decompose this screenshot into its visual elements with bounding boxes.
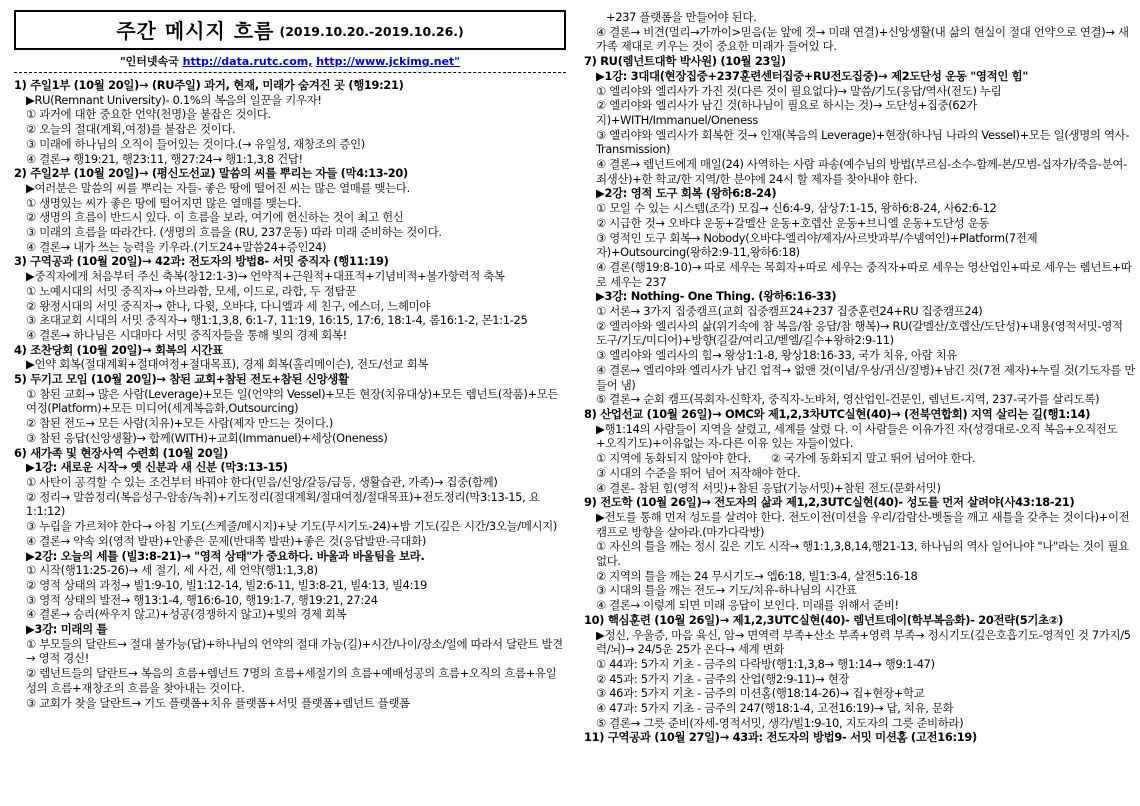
content-line: ③ 시대의 수준을 뛰어 넘어 저작해야 한다. (596, 465, 801, 480)
right-column (584, 10, 1136, 802)
content-line: ③ 영적인 도구 회복→ Nobody(오바댜-엘리야/제자/사르밧과부/수넴여인)+Platform(7전제자)+Outsourcing(왕하2:9-11,왕하6:18) (596, 230, 1038, 260)
content-line: ④ 결론→ 렘넌트에게 매일(24) 사역하는 사람 파송(예수님의 방법(부르심-소수-함께-본/모범-십자가/죽음-분여-죄생산)+한 학교/한 지역/한 분야에 24시 할 제자를 찾아내야 한다. (596, 157, 1127, 186)
content-line: ⑤ 결론→ 순회 캠프(목회자-신학자, 중직자-노바쳐, 영산업인-건문인, 렘넌트-지역, 237-국가를 살리도록) (596, 392, 1100, 407)
content-line: ④ 결론→ 하나님은 시대마다 서밋 중직자들을 통해 빛의 경제 회복! (26, 327, 347, 342)
content-line: ① 지역에 동화되지 않아야 한다. ② 국가에 동화되지 말고 뛰어 넘어야 한다. (596, 451, 976, 466)
content-line: ① 생명있는 씨가 좋은 땅에 떨어지면 많은 열매를 맺는다. (26, 195, 302, 210)
two-column-layout (14, 10, 1136, 802)
content-line: ▶정신, 우울증, 마음 육신, 암→ 면역력 부족+산소 부족+영력 부족→ 정시기도(깊은호흡기도-영적인 것 7가지/5력/뇌)→ 24/5운 25가 온다→ 세계 변화 (596, 627, 1131, 657)
content-line: ② 정리→ 말씀정리(복음성구-암송/녹취)+기도정리(절대계획/절대여정/절대목표)+전도정리(막3:13-15, 요1:1:12) (26, 489, 540, 519)
document-header (14, 10, 566, 50)
content-line: ① 참된 교회→ 많은 사람(Leverage)+모든 일(언약의 Vessel)+모든 현장(치유대상)+모든 렘넌트(작품)+모든 여정(Platform)+모든 미디어(세계복음화,Outsourcing) (26, 386, 562, 416)
section-heading: ▶3강: 미래의 틀 (26, 622, 108, 637)
section-heading: 1) 주일1부 (10월 20일)→ (RU주일) 과거, 현재, 미래가 숨겨진 곳 (행19:21) (14, 78, 404, 92)
content-line: ② 엘리야와 엘리사의 삶(위기속에 참 복음/참 응답/참 행복)→ RU(갈멜산/호렙산/도단성)+내용(영적서밋-영적 도구/기도/미디어)+방향(길갈/여리고/벧엘/길수+왕하2:9-11) (596, 318, 1127, 348)
content-line: ▶전도를 통해 먼저 성도를 살려야 한다. 전도이전(미션을 우리/감람산-벳돌을 깨고 새틀을 갖추는 것이다)+이전캠프로 방향을 살아라.(마가다락방) (596, 509, 1130, 539)
header-links (14, 53, 566, 69)
content-line: ③ 46과: 5가지 기초 - 금주의 미션홈(행18:14-26)→ 집+현장+학교 (596, 686, 925, 701)
date-range: (2019.10.20.-2019.10.26.) (279, 24, 464, 39)
content-line: ① 44과: 5가지 기초 - 금주의 다락방(행1:1,3,8→ 행1:14→ 행9:1-47) (596, 656, 935, 671)
section-heading: ▶3강: Nothing- One Thing. (왕하6:16-33) (596, 289, 837, 304)
content-line: ③ 시대의 틀을 깨는 전도→ 기도/치유-하나님의 시간표 (596, 583, 857, 598)
content-line: ③ 교회가 찾을 달란트→ 기도 플랫폼+치유 플랫폼+서밋 플랫폼+렘넌트 플랫폼 (26, 695, 410, 710)
content-line: ① 모일 수 있는 시스템(조각) 모집→ 신6:4-9, 삼상7:1-15, 왕하6:8-24, 사62:6-12 (596, 201, 997, 216)
content-line: ① 서론→ 3가지 집중캠프(교회 집중캠프24+237 집중훈련24+RU 집중캠프24) (596, 304, 983, 319)
content-line: ▶언약 회복(절대계획+절대여정+절대목표), 경제 회복(홀리메이슨), 전도/선교 회복 (26, 357, 429, 372)
content-line: ④ 결론→ 비견(멀리→가까이>믿음(눈 앞에 것→ 미래 연결)+신앙생활(내 삶의 현실이 절대 언약으로 연결)→ 새가족 제대로 키우는 것이 중요한 미래가 들어있 다. (596, 24, 1129, 54)
content-line: ④ 47과: 5가지 기초 - 금주의 247(행18:1-4, 고전16:19)→ 답, 치유, 문화 (596, 701, 954, 716)
left-content-body (14, 78, 566, 710)
section-heading: 7) RU(렘넌트대학 박사원) (10월 23일) (584, 54, 786, 69)
internet-label: "인터넷속국 (119, 55, 179, 68)
content-line: ④ 결론→ 약속 외(영적 발판)+안좋은 문제(반대쪽 발판)+좋은 것(응답발판-극대화) (26, 533, 426, 548)
content-line: ② 45과: 5가지 기초 - 금주의 산업(행2:9-11)→ 현장 (596, 671, 850, 686)
content-line: ④ 결론→ 엘리야와 엘리사가 남긴 업적→ 없앤 것(이념/우상/귀신/질병)+남긴 것(7전 제자)+누릴 것(기도자를 만들어 냄) (596, 362, 1136, 392)
content-line: ③ 엘리야와 엘리사의 힘→ 왕상1:1-8, 왕상18:16-33, 국가 치유, 아람 치유 (596, 348, 957, 363)
content-line: +237 플랫폼을 만들어야 된다. (606, 10, 757, 24)
section-heading: 8) 산업선교 (10월 26일)→ OMC와 제1,2,3차UTC실현(40)→ (전북연합회) 지역 살리는 길(행1:14) (584, 406, 1091, 421)
content-line: ① 과거에 대한 중요한 언약(천명)을 붙잡은 것이다. (26, 107, 271, 122)
content-line: ② 엘리야와 엘리사가 남긴 것(하나님이 필요로 하시는 것)→ 도단성+집중(62가지)+WITH/Immanuel/Oneness (596, 98, 977, 127)
content-line: ② 생명의 흐름이 반드시 있다. 이 흐름을 보라, 여기에 헌신하는 것이 최고 헌신 (26, 210, 404, 225)
content-line: ① 엘리야와 엘리사가 가진 것(다른 것이 필요없다)→ 말씀/기도(응답/역사(전도) 누림 (596, 83, 1002, 98)
content-line: ▶여러분은 말씀의 씨를 뿌리는 자들- 좋은 땅에 떨어진 씨는 많은 열매를 맺는다. (26, 180, 410, 195)
content-line: ③ 미래의 흐름을 따라간다. (생명의 흐름을 (RU, 237운동) 따라 미래 준비하는 것이다. (26, 225, 442, 240)
content-line: ③ 누림을 가르쳐야 한다→ 아침 기도(스케줄/메시지)+낮 기도(무시기도-24)+밤 기도(깊은 시간/3오늘/메시지) (26, 519, 558, 534)
section-heading: ▶2강: 오늘의 세틀 (빌3:8-21)→ "영적 상태"가 중요하다. 바울과 바울팀을 보라. (26, 548, 425, 563)
content-line: ① 사탄이 공격할 수 있는 조건부터 바꿔야 한다(믿음/신앙/갈등/급등, 생활습관, 가족)→ 집중(함께) (26, 474, 498, 489)
content-line: ② 영적 상태의 과정→ 빌1:9-10, 빌1:12-14, 빌2:6-11, 빌3:8-21, 빌4:13, 빌4:19 (26, 577, 428, 592)
section-heading: ▶2강: 영적 도구 회복 (왕하6:8-24) (596, 186, 777, 201)
section-heading: ▶1강: 3대대(현장집중+237훈련센터집중+RU전도집중)→ 제2도단성 운동 "영적인 힘" (596, 68, 1029, 83)
content-line: ③ 참된 응답(신앙생활)→ 합께(WITH)+교회(Immanuel)+세상(Oneness) (26, 430, 388, 445)
content-line: ② 오늘의 절대(계획,여정)를 붙잡은 것이다. (26, 122, 236, 137)
content-line: ③ 미래에 하나님의 오직이 들어있는 것이다.(→ 유일성, 재창조의 증인) (26, 136, 365, 151)
content-line: ② 지역의 틀을 깨는 24 무시기도→ 엡6:18, 빌1:3-4, 살전5:16-18 (596, 568, 918, 583)
section-heading: 5) 두기고 모임 (10월 20일)→ 참된 교회+참된 전도+참된 신앙생활 (14, 372, 349, 387)
section-heading: ▶1강: 새로운 시작→ 옛 신분과 새 신분 (막3:13-15) (26, 460, 288, 475)
section-heading: 6) 새가족 및 현장사역 수련회 (10월 20일) (14, 445, 228, 460)
content-line: ① 노예시대의 서밋 중직자→ 아브라함, 모세, 이드로, 라합, 두 정탐꾼 (26, 283, 356, 298)
content-line: ④ 결론→ 승리(싸우지 않고)+성공(경쟁하지 않고)+빛의 경제 회복 (26, 607, 347, 622)
section-heading: 11) 구역공과 (10월 27일)→ 43과: 전도자의 방법9- 서밋 미션홈 (고전16:19) (584, 730, 977, 745)
right-content-body (584, 10, 1136, 745)
content-line: ② 왕정시대의 서밋 중직자→ 한나, 다윗, 오바댜, 다니엘과 세 친구, 에스더, 느헤미야 (26, 298, 431, 313)
content-line: ④ 결론→ 행19:21, 행23:11, 행27:24→ 행1:1,3,8 건답! (26, 151, 303, 166)
section-heading: 3) 구역공과 (10월 20일)→ 42과: 전도자의 방법8- 서밋 중직자 (행11:19) (14, 254, 389, 269)
section-heading: 10) 핵심훈련 (10월 26일)→ 제1,2,3UTC실현(40)- 렘넌트데이(학부복음화)- 20전략(5기초②) (584, 612, 1064, 627)
content-line: ② 시급한 것→ 오바댜 운동+갈멜산 운동+호렙산 운동+브니엘 운동+도단성 운동 (596, 215, 990, 230)
content-line: ③ 영적 상태의 발전→ 행13:1-4, 행16:6-10, 행19:1-7, 행19:21, 27:24 (26, 592, 378, 607)
content-line: ① 자신의 틀을 깨는 정시 깊은 기도 시작→ 행1:1,3,8,14,행21-13, 하나님의 역사 일어나야 "나"라는 것이 필요 없다. (596, 539, 1133, 569)
content-line: ④ 결론- 참된 힘(영적 서밋)+참된 응답(기능서밋)+참된 전도(문화서밋) (596, 480, 941, 495)
section-heading: 4) 조찬당회 (10월 20일)→ 회복의 시간표 (14, 342, 223, 357)
content-line: ④ 결론(행19:8-10)→ 따로 세우는 목회자+따로 세우는 중직자+따로 세우는 영산업인+따로 세우는 렘넌트+따로 세우는 237 (596, 259, 1132, 289)
jckimg-link[interactable]: http://www.jckimg.net" (316, 55, 461, 68)
data-rutc-link[interactable]: http://data.rutc.com, (182, 55, 313, 68)
content-line: ③ 엘리야와 엘리사가 회복한 것→ 인재(복음의 Leverage)+현장(하나님 나라의 Vessel)+모든 일(생명의 역사-Transmission) (596, 127, 1130, 157)
content-line: ② 참된 전도→ 모든 사람(치유)+모든 사람(제자 만드는 것이다.) (26, 416, 334, 431)
content-line: ▶중직자에게 처음부터 주신 축복(창12:1-3)→ 언약적+근원적+대표적+기념비적+불가항력적 축복 (26, 269, 505, 284)
content-line: ④ 결론→ 내가 쓰는 능력을 키우라.(기도24+말씀24+증인24) (26, 239, 327, 254)
content-line: ③ 초대교회 시대의 서밋 중직자→ 행1:1,3,8, 6:1-7, 11:19, 16:15, 17:6, 18:1-4, 롬16:1-2, 몬1:1-25 (26, 313, 528, 328)
page-title: 주간 메시지 흐름 (116, 19, 275, 43)
content-line: ▶RU(Remnant University)- 0.1%의 복음의 일꾼을 키우자! (26, 92, 322, 107)
content-line: ① 시작(행11:25-26)→ 세 절기, 세 사건, 세 언약(행1:1,3,8) (26, 563, 318, 578)
section-heading: 9) 전도학 (10월 26일)→ 전도자의 삶과 제1,2,3UTC실현(40)- 성도를 먼저 살려야(사43:18-21) (584, 495, 1075, 510)
content-line: ▶행1:14의 사람들이 지역을 살렸고, 세계를 살렸 다. 이 사람들은 이유가진 자(성경대로-오직 복음+오직전도+오직기도)+이유없는 자-다른 이유 있는 자들이었다. (596, 421, 1118, 451)
header-divider (14, 72, 566, 73)
section-heading: 2) 주일2부 (10월 20일)→ (평신도선교) 말씀의 씨를 뿌리는 자들 (막4:13-20) (14, 166, 408, 181)
content-line: ⑤ 결론→ 그릇 준비(자세-영적서밋, 생각/빌1:9-10, 지도자의 그릇 준비하라) (596, 715, 964, 730)
left-column (14, 10, 566, 802)
content-line: ④ 결론→ 이렇게 되면 미래 응답이 보인다. 미래를 위해서 준비! (596, 598, 899, 613)
content-line: ① 부모들의 달란트→ 절대 불가능(답)+하나님의 언약의 절대 가능(길)+시간/나이/장소/일에 따라서 달란트 발견→ 영적 경신! (26, 636, 563, 666)
content-line: ② 렘넌트들의 달란트→ 복음의 흐름+렘넌트 7명의 흐름+세절기의 흐름+예배성공의 흐름+오직의 흐름+유일성의 흐름+재창조의 흐름을 찾아내는 것이다. (26, 666, 557, 695)
